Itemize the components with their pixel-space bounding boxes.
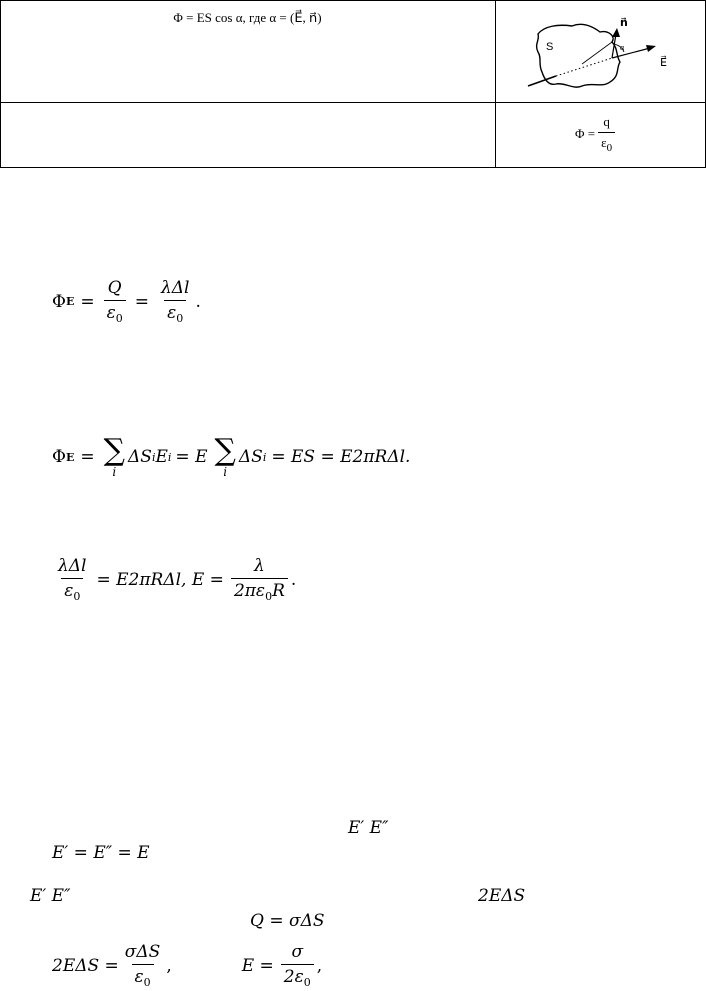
eq1-f1-num: Q — [107, 278, 122, 298]
eq2-sum1-index: i — [112, 465, 117, 479]
field-arrowhead — [646, 45, 656, 52]
gauss-law-formula — [575, 114, 618, 154]
eq3-mid: = E2πRΔl, E = — [96, 569, 224, 590]
eq4-f1-den: ε — [134, 967, 144, 987]
table-border-bottom — [0, 167, 706, 168]
fragment-e-prime-e-double-prime-1: E′ E″ — [348, 818, 389, 838]
eq3-f2-den: 2πε — [233, 581, 266, 601]
eq3-f2-num: λ — [254, 556, 265, 576]
eq1-f2-den-sub: 0 — [176, 312, 184, 325]
line-dotted — [556, 58, 612, 76]
eq4-rhs: E = — [241, 955, 274, 976]
eq4-f2-num: σ — [291, 942, 304, 962]
eq4-lhs: 2EΔS = — [52, 955, 119, 976]
eq2-tail: = ES = E2πRΔl. — [271, 447, 411, 467]
table-col-divider — [495, 0, 496, 168]
fragment-field-equality: E′ = E″ = E — [52, 843, 150, 863]
eq2-sum2: ∑ i — [214, 433, 236, 479]
eq4-f1-den-sub: 0 — [143, 976, 151, 989]
eq2-sum2-index: i — [223, 465, 228, 479]
eq2-lhs-sub: E — [65, 450, 75, 464]
angle-label: α — [620, 43, 625, 52]
eq1-tail: . — [195, 291, 201, 312]
table-row-divider — [0, 102, 706, 103]
eq4-f2-den: 2ε — [283, 967, 304, 987]
eq3-f1-num: λΔl — [58, 556, 87, 576]
fragment-2e-delta-s: 2EΔS — [478, 886, 526, 906]
surface-label: S — [546, 41, 554, 53]
eq1-lhs: Φ — [52, 291, 66, 312]
eq2-t3: ΔS — [238, 447, 263, 467]
eq3-f2-den-tail: R — [272, 581, 285, 601]
flux-definition-formula: Φ = ES cos α, где α = (E⃗, n⃗) — [173, 10, 322, 25]
equation-flux-sum — [52, 433, 411, 479]
eq2-lhs: Φ — [52, 447, 66, 467]
flux-surface-diagram — [520, 12, 700, 92]
normal-label: n⃗ — [620, 17, 628, 29]
equation-field-line-charge — [52, 556, 296, 603]
eq3-f2-den-sub: 0 — [265, 590, 273, 603]
normal-arrowhead — [612, 28, 620, 37]
eq2-mid: = E — [175, 447, 208, 467]
eq3-tail: . — [290, 569, 297, 590]
eq2-t1-sub: i — [151, 450, 156, 464]
eq2-t2-sub: i — [167, 450, 172, 464]
eq1-lhs-sub: E — [65, 295, 75, 308]
reference-table — [0, 0, 706, 168]
eq3-f1-den: ε — [64, 581, 74, 601]
eq4-f1-num: σΔS — [124, 942, 161, 962]
equation-field-plane — [52, 942, 322, 989]
eq1-f2-den: ε — [167, 303, 177, 323]
field-line — [612, 48, 650, 58]
gauss-den-sub: 0 — [606, 142, 613, 154]
eq1-eq: = — [80, 291, 95, 312]
eq4-f2-den-sub: 0 — [303, 976, 311, 989]
eq3-f1-den-sub: 0 — [73, 590, 81, 603]
fragment-e-prime-e-double-prime-2: E′ E″ — [30, 886, 71, 906]
equation-flux-line-charge — [52, 278, 201, 325]
eq4-tail: , — [316, 955, 323, 976]
field-label: E⃗ — [660, 57, 667, 69]
table-border-top — [0, 0, 706, 1]
gauss-den: ε — [601, 135, 607, 150]
eq2-t1: ΔS — [128, 447, 152, 467]
eq4-comma: , — [166, 955, 172, 976]
fragment-charge: Q = σΔS — [250, 911, 325, 931]
inner-line — [582, 42, 612, 64]
gauss-num: q — [603, 114, 610, 129]
gauss-lhs: Φ = — [575, 126, 596, 141]
eq1-f1-den: ε — [106, 303, 116, 323]
eq1-f1-den-sub: 0 — [115, 312, 123, 325]
eq2-t2: E — [155, 447, 168, 467]
eq2-eq: = — [80, 447, 95, 467]
eq2-sum1: ∑ i — [103, 433, 125, 479]
eq2-t3-sub: i — [262, 450, 267, 464]
eq1-eq2: = — [134, 291, 149, 312]
eq1-f2-num: λΔl — [160, 278, 190, 298]
